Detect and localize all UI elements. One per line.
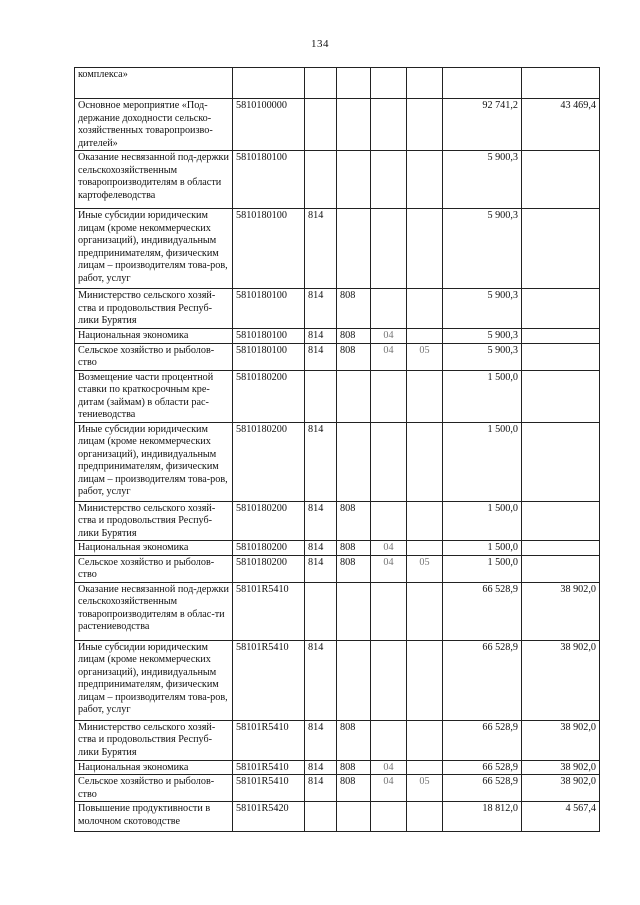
cell-department: 808 [337,720,371,760]
cell-code: 58101R5410 [233,582,305,640]
cell-code: 5810180200 [233,501,305,541]
cell-department: 808 [337,541,371,556]
cell-group: 814 [305,640,337,720]
cell-sum-1: 92 741,2 [443,99,522,151]
cell-sum-2: 38 902,0 [522,775,600,802]
cell-sum-2 [522,328,600,343]
cell-sum-1: 5 900,3 [443,151,522,209]
cell-sum-2: 38 902,0 [522,582,600,640]
cell-code: 5810180100 [233,209,305,289]
table-row [75,760,600,775]
cell-name: Основное мероприятие «Под-держание доходности сельско-хозяйственных товаропроизво-дителей» [75,99,233,151]
cell-sum-1: 66 528,9 [443,720,522,760]
cell-group: 814 [305,422,337,501]
cell-sum-1: 5 900,3 [443,343,522,370]
cell-department [337,370,371,422]
cell-group [305,99,337,151]
cell-section [371,720,407,760]
cell-subsection [407,99,443,151]
cell-name: Оказание несвязанной под-держки сельскохозяйственным товаропроизводителям в облас-ти растениеводства [75,582,233,640]
cell-group: 814 [305,775,337,802]
cell-section: 04 [371,343,407,370]
cell-group [305,68,337,99]
cell-sum-2 [522,68,600,99]
cell-code: 5810180100 [233,343,305,370]
cell-sum-2: 4 567,4 [522,802,600,832]
cell-section: 04 [371,760,407,775]
cell-code: 58101R5410 [233,775,305,802]
cell-subsection: 05 [407,775,443,802]
cell-sum-1: 5 900,3 [443,289,522,329]
cell-department: 808 [337,555,371,582]
cell-department: 808 [337,343,371,370]
page-number: 134 [311,38,329,50]
cell-section: 04 [371,555,407,582]
cell-sum-1: 5 900,3 [443,328,522,343]
cell-department [337,582,371,640]
table-row [75,501,600,541]
cell-group: 814 [305,541,337,556]
cell-department [337,68,371,99]
cell-department: 808 [337,289,371,329]
cell-sum-1: 1 500,0 [443,555,522,582]
cell-group: 814 [305,760,337,775]
cell-section [371,501,407,541]
cell-subsection [407,802,443,832]
table-row [75,209,600,289]
cell-subsection [407,151,443,209]
cell-sum-2 [522,422,600,501]
cell-section [371,422,407,501]
cell-sum-1: 66 528,9 [443,760,522,775]
cell-name: Министерство сельского хозяй-ства и продовольствия Респуб-лики Бурятия [75,289,233,329]
cell-subsection [407,582,443,640]
cell-section [371,289,407,329]
cell-department: 808 [337,501,371,541]
cell-subsection [407,68,443,99]
cell-name: Министерство сельского хозяй-ства и продовольствия Респуб-лики Бурятия [75,501,233,541]
table-row [75,555,600,582]
table-row [75,640,600,720]
cell-group [305,370,337,422]
cell-department [337,640,371,720]
cell-sum-2: 38 902,0 [522,640,600,720]
cell-section [371,582,407,640]
cell-sum-1: 66 528,9 [443,775,522,802]
cell-code [233,68,305,99]
cell-code: 58101R5410 [233,640,305,720]
table-row [75,422,600,501]
cell-name: Министерство сельского хозяй-ства и продовольствия Респуб-лики Бурятия [75,720,233,760]
cell-code: 5810180100 [233,328,305,343]
cell-name: Национальная экономика [75,328,233,343]
cell-subsection [407,760,443,775]
cell-group: 814 [305,501,337,541]
table-row [75,99,600,151]
cell-group [305,802,337,832]
cell-sum-2 [522,343,600,370]
table-row [75,370,600,422]
cell-section [371,209,407,289]
cell-subsection [407,720,443,760]
cell-code: 5810100000 [233,99,305,151]
cell-section: 04 [371,775,407,802]
cell-subsection [407,370,443,422]
cell-department: 808 [337,760,371,775]
cell-code: 5810180200 [233,541,305,556]
table-row [75,328,600,343]
cell-group: 814 [305,720,337,760]
table-row [75,68,600,99]
cell-name: Иные субсидии юридическим лицам (кроме некоммерческих организаций), индивидуальным предпринимателям, физическим лицам – производителям това-ров, работ, услуг [75,422,233,501]
cell-code: 58101R5410 [233,720,305,760]
cell-name: Национальная экономика [75,541,233,556]
cell-department: 808 [337,328,371,343]
cell-name: Иные субсидии юридическим лицам (кроме некоммерческих организаций), индивидуальным предпринимателям, физическим лицам – производителям това-ров, работ, услуг [75,640,233,720]
cell-group [305,582,337,640]
cell-sum-1 [443,68,522,99]
cell-code: 5810180200 [233,370,305,422]
cell-group: 814 [305,328,337,343]
cell-department [337,99,371,151]
cell-subsection [407,209,443,289]
table-row [75,343,600,370]
cell-code: 58101R5410 [233,760,305,775]
cell-group: 814 [305,343,337,370]
cell-sum-1: 18 812,0 [443,802,522,832]
cell-section [371,640,407,720]
cell-name: Сельское хозяйство и рыболов-ство [75,343,233,370]
cell-department [337,151,371,209]
table-row [75,802,600,832]
cell-subsection [407,640,443,720]
cell-sum-1: 1 500,0 [443,422,522,501]
cell-code: 5810180100 [233,151,305,209]
cell-sum-2: 38 902,0 [522,760,600,775]
table-row [75,289,600,329]
cell-name: Сельское хозяйство и рыболов-ство [75,555,233,582]
cell-name: Сельское хозяйство и рыболов-ство [75,775,233,802]
cell-sum-2 [522,209,600,289]
cell-subsection [407,501,443,541]
cell-subsection [407,422,443,501]
cell-department [337,209,371,289]
cell-department: 808 [337,775,371,802]
cell-sum-2 [522,555,600,582]
cell-sum-1: 1 500,0 [443,541,522,556]
cell-subsection [407,328,443,343]
cell-code: 5810180200 [233,422,305,501]
table-body [75,68,600,832]
cell-sum-2 [522,501,600,541]
cell-sum-1: 66 528,9 [443,640,522,720]
cell-group: 814 [305,209,337,289]
cell-sum-1: 1 500,0 [443,370,522,422]
budget-table [74,67,600,832]
cell-sum-2 [522,541,600,556]
cell-group: 814 [305,289,337,329]
cell-department [337,802,371,832]
cell-sum-2 [522,151,600,209]
cell-name: Оказание несвязанной под-держки сельскохозяйственным товаропроизводителям в области картофелеводства [75,151,233,209]
cell-section [371,802,407,832]
cell-section [371,68,407,99]
cell-section: 04 [371,328,407,343]
cell-name: Повышение продуктивности в молочном скотоводстве [75,802,233,832]
table-row [75,541,600,556]
cell-subsection [407,289,443,329]
cell-name: Национальная экономика [75,760,233,775]
cell-code: 5810180100 [233,289,305,329]
cell-section [371,370,407,422]
cell-group: 814 [305,555,337,582]
cell-section: 04 [371,541,407,556]
cell-sum-2: 38 902,0 [522,720,600,760]
cell-sum-2: 43 469,4 [522,99,600,151]
cell-section [371,151,407,209]
table-row [75,582,600,640]
cell-subsection: 05 [407,343,443,370]
cell-subsection: 05 [407,555,443,582]
cell-code: 58101R5420 [233,802,305,832]
cell-department [337,422,371,501]
cell-group [305,151,337,209]
cell-sum-1: 66 528,9 [443,582,522,640]
cell-sum-1: 5 900,3 [443,209,522,289]
cell-name: Иные субсидии юридическим лицам (кроме некоммерческих организаций), индивидуальным предпринимателям, физическим лицам – производителям това-ров, работ, услуг [75,209,233,289]
cell-section [371,99,407,151]
cell-name: Возмещение части процентной ставки по краткосрочным кре-дитам (займам) в области рас-тениеводства [75,370,233,422]
cell-sum-2 [522,370,600,422]
table-row [75,775,600,802]
cell-sum-2 [522,289,600,329]
cell-code: 5810180200 [233,555,305,582]
cell-sum-1: 1 500,0 [443,501,522,541]
cell-subsection [407,541,443,556]
table-row [75,720,600,760]
cell-name: комплекса» [75,68,233,99]
table-row [75,151,600,209]
